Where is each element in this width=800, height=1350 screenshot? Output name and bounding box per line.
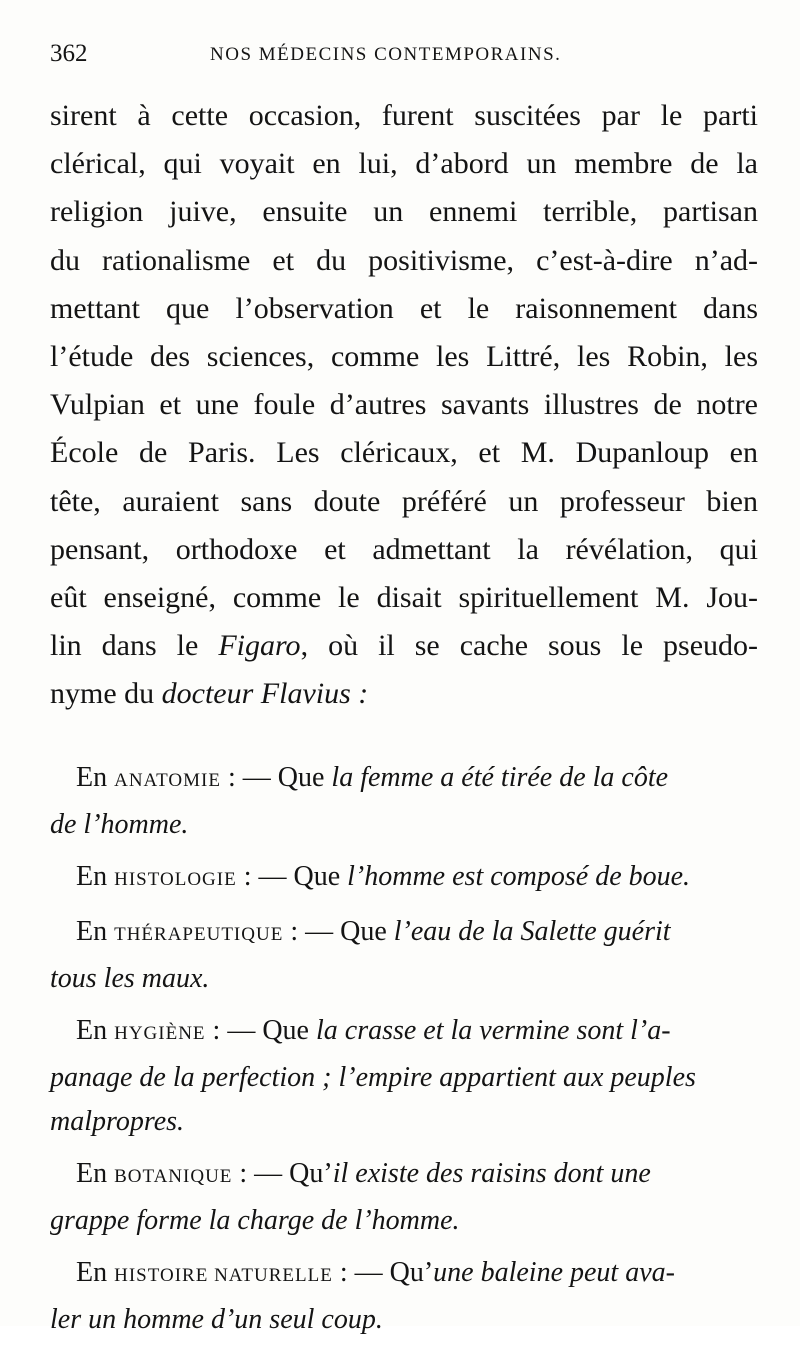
quote-field: THÉRAPEUTIQUE	[114, 924, 284, 945]
quote-text: une baleine peut ava-	[433, 1257, 675, 1288]
quote-text: l’homme est composé de boue.	[347, 861, 691, 892]
body-line: l’étude des sciences, comme les Littré, les Robin, les	[50, 340, 758, 374]
quote-text: tous les maux.	[50, 963, 210, 994]
quote-field: HISTOLOGIE	[114, 869, 237, 890]
quote-en: En	[76, 762, 115, 793]
page-header	[50, 40, 755, 80]
quote-en: En	[76, 1257, 115, 1288]
body-text: , où il se cache sous le pseudo-	[300, 629, 758, 663]
quote-text: grappe forme la charge de l’homme.	[50, 1205, 460, 1236]
quote-hygiene	[50, 1009, 760, 1144]
quote-en: En	[76, 916, 115, 947]
quote-dash: : — Qu’	[332, 1257, 434, 1288]
quote-text: de l’homme.	[50, 809, 189, 840]
body-line: religion juive, ensuite un ennemi terrible, partisan	[50, 195, 758, 229]
body-line: sirent à cette occasion, furent suscitées par le parti	[50, 99, 758, 132]
body-line: tête, auraient sans doute préféré un professeur bien	[50, 484, 758, 518]
quote-en: En	[76, 1015, 115, 1046]
quote-botanique	[50, 1152, 760, 1243]
quote-dash: : — Que	[283, 916, 394, 947]
quote-text: il existe des raisins dont une	[332, 1158, 651, 1189]
body-line	[50, 622, 758, 670]
quote-field: ANATOMIE	[114, 770, 221, 791]
body-line: clérical, qui voyait en lui, d’abord un membre de la	[50, 147, 758, 181]
body-line: du rationalisme et du positivisme, c’est-à-dire n’ad-	[50, 243, 758, 277]
quote-field: HISTOIRE NATURELLE	[114, 1265, 333, 1286]
quote-text: ler un homme d’un seul coup.	[50, 1304, 383, 1335]
quote-histologie	[50, 855, 760, 902]
page-number: 362	[50, 40, 88, 67]
running-title: NOS MÉDECINS CONTEMPORAINS.	[210, 44, 562, 65]
quote-text: la femme a été tirée de la côte	[331, 762, 669, 793]
body-text: lin dans le	[50, 629, 219, 663]
body-line: pensant, orthodoxe et admettant la révélation, qui	[50, 532, 758, 566]
body-line: mettant que l’observation et le raisonnement dans	[50, 291, 758, 325]
quote-histoire-naturelle	[50, 1251, 760, 1342]
quote-text: panage de la perfection ; l’empire appartient aux peuples	[50, 1062, 696, 1093]
quote-dash: : — Que	[205, 1015, 316, 1046]
quote-dash: : — Que	[236, 861, 348, 892]
quote-text: malpropres.	[50, 1106, 185, 1137]
quote-field: HYGIÈNE	[114, 1023, 206, 1044]
quote-dash: : — Qu’	[232, 1158, 333, 1189]
quote-text: la crasse et la vermine sont l’a-	[315, 1015, 671, 1046]
quote-therapeutique	[50, 910, 760, 1001]
body-paragraph	[50, 92, 758, 719]
quote-en: En	[76, 1158, 115, 1189]
body-text: nyme du	[50, 677, 162, 711]
quote-list	[50, 756, 760, 1350]
body-line: École de Paris. Les cléricaux, et M. Dupanloup en	[50, 436, 758, 470]
pseudonym: docteur Flavius :	[161, 677, 369, 711]
quote-dash: : — Que	[220, 762, 332, 793]
quote-en: En	[76, 861, 115, 892]
quote-anatomie	[50, 756, 760, 847]
quote-text: l’eau de la Salette guérit	[393, 916, 671, 947]
body-line: Vulpian et une foule d’autres savants illustres de notre	[50, 388, 758, 422]
figaro-title: Figaro	[218, 629, 301, 663]
body-line: eût enseigné, comme le disait spirituellement M. Jou-	[50, 581, 758, 615]
body-line	[50, 670, 758, 718]
quote-field: BOTANIQUE	[114, 1166, 233, 1187]
